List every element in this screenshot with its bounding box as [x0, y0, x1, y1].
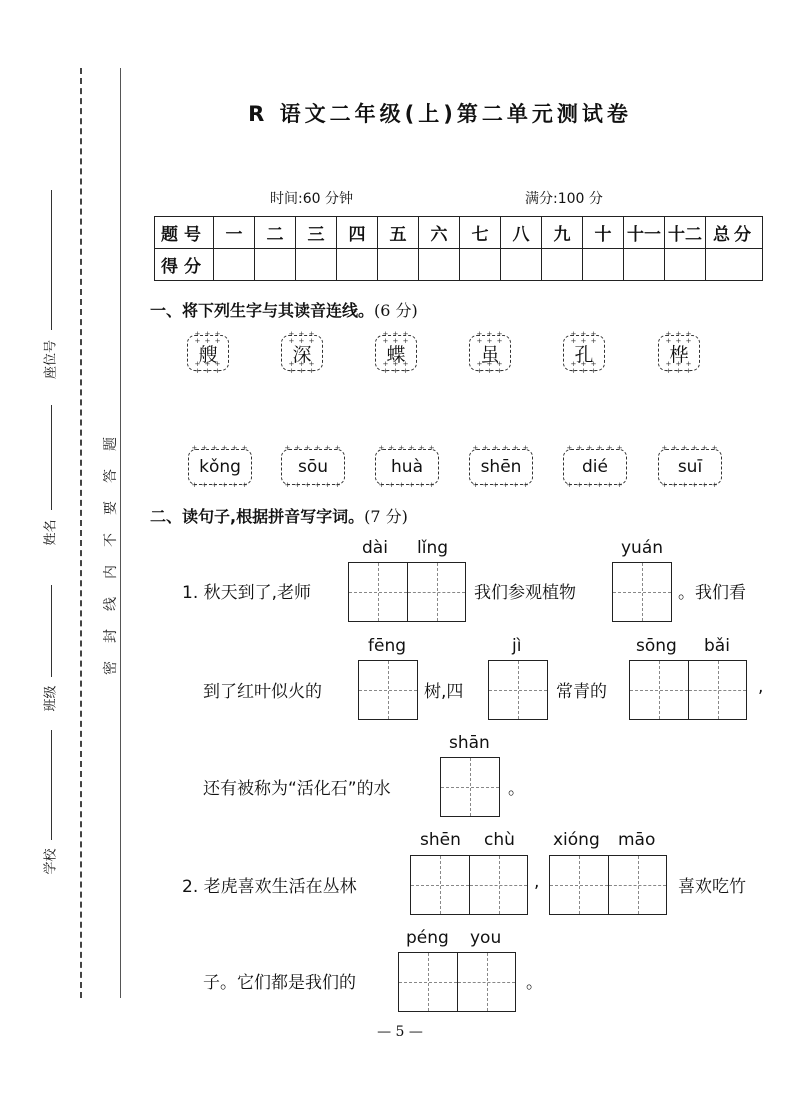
character-box[interactable]: + + + + + + 艘 + + + + + +: [187, 335, 229, 371]
school-label: 学校: [43, 848, 59, 875]
q1-text-2c: 常青的: [556, 682, 607, 702]
character-box[interactable]: + + + + + + 孔 + + + + + +: [563, 335, 605, 371]
score-cell[interactable]: [665, 249, 706, 281]
seal-text: 密封线内不要答题: [103, 419, 119, 675]
col-header: 一: [214, 217, 255, 249]
cut-line-dashed: [80, 68, 82, 998]
answer-cell[interactable]: [608, 856, 666, 914]
full-score: 满分:100 分: [525, 191, 603, 207]
answer-cell[interactable]: [457, 953, 515, 1011]
section1-heading: [150, 298, 418, 321]
class-field[interactable]: [40, 585, 58, 725]
section2-title: 二、读句子,根据拼音写字词。: [150, 507, 365, 526]
pinyin-ji: jì: [512, 636, 522, 656]
pinyin-box[interactable]: + + + + + + sōu + + + + + +: [281, 449, 345, 485]
score-row: [155, 249, 763, 281]
pinyin-you: you: [470, 928, 502, 948]
answer-cell[interactable]: [613, 563, 671, 621]
q1-text-1c: 。我们看: [678, 583, 746, 603]
answer-cell[interactable]: [441, 758, 499, 816]
answer-cell[interactable]: [349, 563, 407, 621]
class-label: 班级: [43, 685, 59, 712]
section1-points: (6 分): [374, 301, 418, 320]
name-blank[interactable]: [51, 405, 52, 510]
q1-text-2d: ,: [758, 677, 764, 697]
q2-text-1a: 2. 老虎喜欢生活在丛林: [182, 877, 357, 897]
pinyin-box[interactable]: + + + + + + huà + + + + + +: [375, 449, 439, 485]
col-header: 九: [542, 217, 583, 249]
col-header: 四: [337, 217, 378, 249]
score-cell[interactable]: [419, 249, 460, 281]
seal-line: [120, 68, 121, 998]
section1-title: 一、将下列生字与其读音连线。: [150, 301, 375, 320]
character-box[interactable]: + + + + + + 蝶 + + + + + +: [375, 335, 417, 371]
page-number: — 5 —: [377, 1024, 423, 1040]
score-cell[interactable]: [501, 249, 542, 281]
score-table: [154, 216, 763, 281]
total-score-cell[interactable]: [706, 249, 763, 281]
col-header: 三: [296, 217, 337, 249]
pinyin-box[interactable]: + + + + + + dié + + + + + +: [563, 449, 627, 485]
answer-grid-shenchu[interactable]: [410, 855, 528, 915]
q2-text-1b: ,: [534, 872, 540, 892]
answer-grid-xiongmao[interactable]: [549, 855, 667, 915]
seat-number-field[interactable]: [40, 190, 58, 390]
answer-cell[interactable]: [407, 563, 465, 621]
answer-cell[interactable]: [411, 856, 469, 914]
pinyin-xiong: xióng: [553, 830, 600, 850]
pinyin-shan: shān: [449, 733, 490, 753]
answer-cell[interactable]: [399, 953, 457, 1011]
answer-cell[interactable]: [359, 661, 417, 719]
q2-text-1c: 喜欢吃竹: [678, 877, 746, 897]
answer-grid-dailing[interactable]: [348, 562, 466, 622]
answer-grid-shan[interactable]: [440, 757, 500, 817]
pinyin-yuan: yuán: [621, 538, 664, 558]
q1-text-1b: 我们参观植物: [474, 583, 576, 603]
score-cell[interactable]: [583, 249, 624, 281]
school-field[interactable]: [40, 730, 58, 880]
q1-text-2b: 树,四: [424, 682, 464, 702]
pinyin-box[interactable]: + + + + + + shēn + + + + + +: [469, 449, 533, 485]
name-label: 姓名: [43, 519, 59, 546]
score-cell[interactable]: [255, 249, 296, 281]
col-header: 十: [583, 217, 624, 249]
pinyin-feng: fēng: [368, 636, 407, 656]
pinyin-box[interactable]: + + + + + + kǒng + + + + + +: [188, 449, 252, 485]
score-cell[interactable]: [460, 249, 501, 281]
score-cell[interactable]: [296, 249, 337, 281]
character-box[interactable]: + + + + + + 虽 + + + + + +: [469, 335, 511, 371]
q1-text-2a: 到了红叶似火的: [203, 682, 322, 702]
character-box[interactable]: + + + + + + 桦 + + + + + +: [658, 335, 700, 371]
col-header: 六: [419, 217, 460, 249]
answer-grid-yuan[interactable]: [612, 562, 672, 622]
col-header: 七: [460, 217, 501, 249]
section2-points: (7 分): [364, 507, 408, 526]
class-blank[interactable]: [51, 585, 52, 677]
exam-time: 时间:60 分钟: [270, 191, 353, 207]
score-cell[interactable]: [214, 249, 255, 281]
q2-text-2a: 子。它们都是我们的: [203, 973, 356, 993]
col-header: 八: [501, 217, 542, 249]
col-header: 二: [255, 217, 296, 249]
pinyin-peng: péng: [406, 928, 449, 948]
answer-cell[interactable]: [630, 661, 688, 719]
name-field[interactable]: [40, 405, 58, 565]
q1-text-1a: 1. 秋天到了,老师: [182, 583, 312, 603]
pinyin-song: sōng: [636, 636, 677, 656]
seat-number-label: 座位号: [43, 340, 59, 380]
answer-grid-pengyou[interactable]: [398, 952, 516, 1012]
pinyin-shen: shēn: [420, 830, 461, 850]
answer-grid-ji[interactable]: [488, 660, 548, 720]
answer-grid-songbai[interactable]: [629, 660, 747, 720]
seat-number-blank[interactable]: [51, 190, 52, 330]
pinyin-chu: chù: [484, 830, 515, 850]
total-label: 总分: [706, 217, 763, 249]
col-header: 十二: [665, 217, 706, 249]
school-blank[interactable]: [51, 730, 52, 840]
answer-cell[interactable]: [688, 661, 746, 719]
question-number-label: 题号: [155, 217, 214, 249]
pinyin-bai: bǎi: [704, 636, 730, 656]
q1-text-3a: 还有被称为“活化石”的水: [203, 779, 391, 799]
col-header: 十一: [624, 217, 665, 249]
pinyin-ling: lǐng: [417, 538, 449, 558]
answer-cell[interactable]: [550, 856, 608, 914]
q2-text-2b: 。: [526, 973, 543, 993]
score-cell[interactable]: [337, 249, 378, 281]
answer-cell[interactable]: [469, 856, 527, 914]
score-label: 得分: [155, 249, 214, 281]
pinyin-mao: māo: [618, 830, 656, 850]
answer-grid-feng[interactable]: [358, 660, 418, 720]
score-cell[interactable]: [542, 249, 583, 281]
score-cell[interactable]: [624, 249, 665, 281]
section2-heading: [150, 504, 408, 527]
score-cell[interactable]: [378, 249, 419, 281]
pinyin-dai: dài: [362, 538, 388, 558]
character-box[interactable]: + + + + + + 深 + + + + + +: [281, 335, 323, 371]
col-header: 五: [378, 217, 419, 249]
pinyin-box[interactable]: + + + + + + suī + + + + + +: [658, 449, 722, 485]
page-title: R 语文二年级(上)第二单元测试卷: [248, 102, 632, 126]
question-number-row: [155, 217, 763, 249]
answer-cell[interactable]: [489, 661, 547, 719]
q1-text-3b: 。: [508, 779, 525, 799]
